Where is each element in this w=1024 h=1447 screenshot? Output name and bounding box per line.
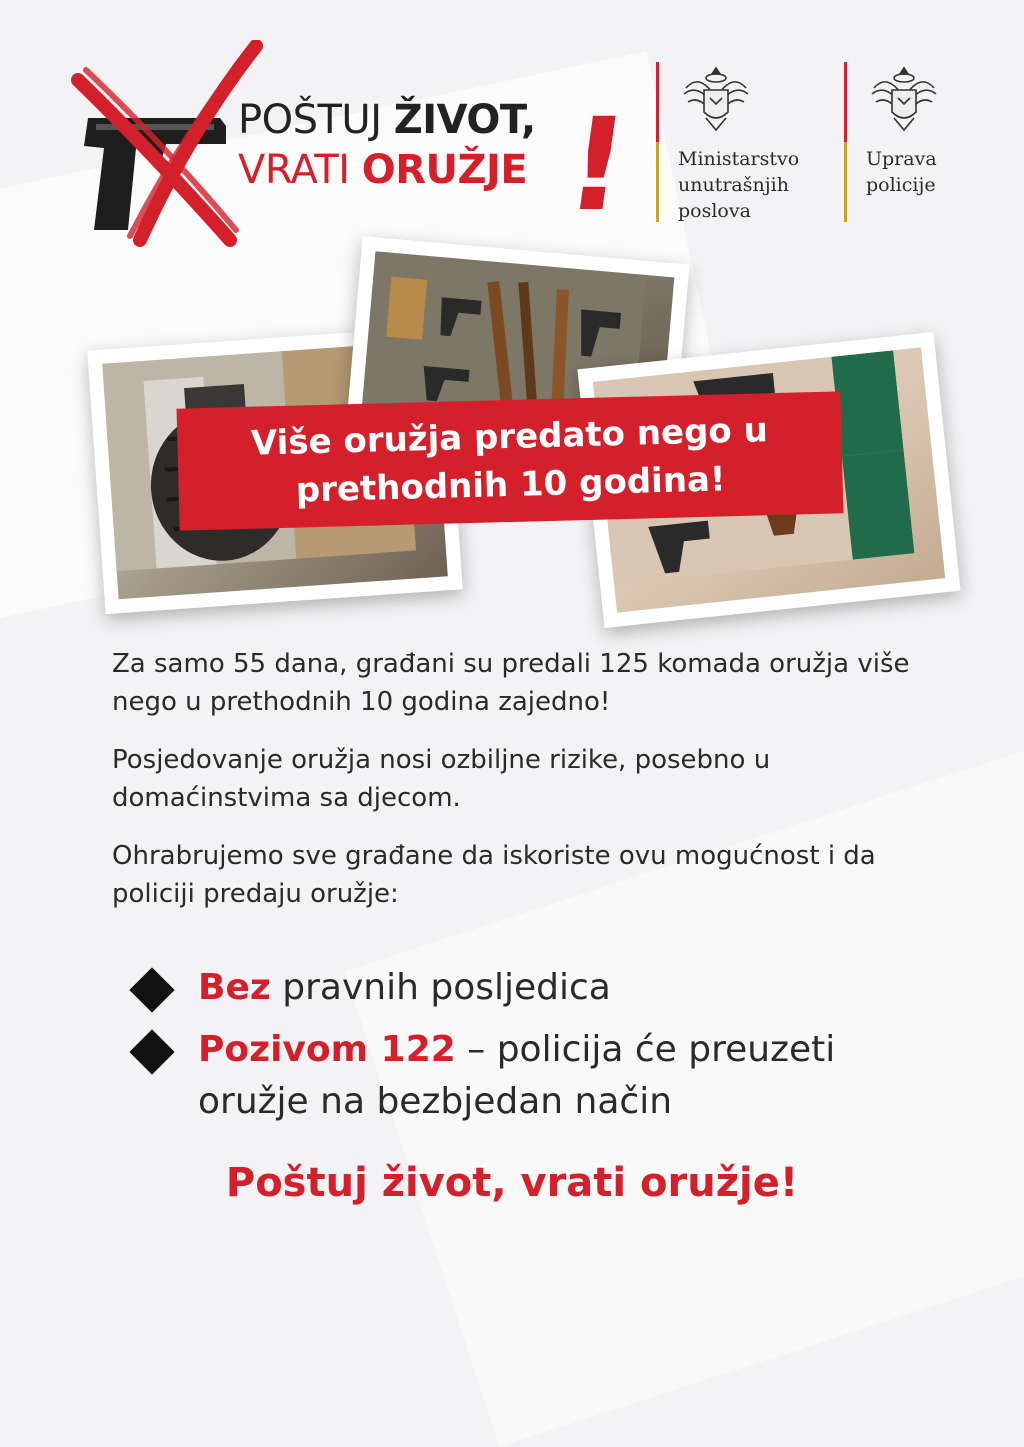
institution-name <box>866 146 937 198</box>
institution-name-line: Ministarstvo <box>678 148 800 170</box>
campaign-logo <box>70 40 637 250</box>
bullet-highlight: Bez <box>198 967 271 1008</box>
institution-name-line: poslova <box>678 200 751 222</box>
bullet-item <box>128 962 948 1014</box>
bullet-text: pravnih posljedica <box>270 967 611 1008</box>
institution-name-line: Uprava <box>866 148 937 170</box>
exclamation-mark: ! <box>557 91 637 240</box>
slogan-word-bold: ORUŽJE <box>361 147 528 193</box>
paragraph: Posjedovanje oružja nosi ozbiljne rizike, posebno u domaćinstvima sa djecom. <box>112 745 771 813</box>
divider-bar <box>656 62 659 222</box>
montenegro-coat-of-arms-icon <box>866 64 942 136</box>
headline-line: Više oružja predato nego u <box>250 410 769 464</box>
closing-slogan: Poštuj život, vrati oružje! <box>225 1160 799 1206</box>
slogan-word: VRATI <box>238 147 350 193</box>
body-copy <box>112 645 932 933</box>
paragraph: Za samo 55 dana, građani su predali 125 komada oružja više nego u prethodnih 10 godina zajedno! <box>112 649 910 717</box>
slogan-line-2 <box>238 147 536 193</box>
campaign-slogan <box>238 97 536 193</box>
institution-name-line: unutrašnjih <box>678 174 789 196</box>
bullet-text: – policija će preuzeti oružje na bezbjedan način <box>198 1029 836 1122</box>
montenegro-coat-of-arms-icon <box>678 64 754 136</box>
institution-name-line: policije <box>866 174 936 196</box>
paragraph: Ohrabrujemo sve građane da iskoriste ovu mogućnost i da policiji predaju oružje: <box>112 841 876 909</box>
headline-banner <box>177 391 844 530</box>
institution-name <box>678 146 799 224</box>
bullet-highlight: Pozivom 122 <box>198 1029 456 1070</box>
slogan-word: POŠTUJ <box>238 97 382 143</box>
diamond-bullet-icon <box>129 1029 174 1074</box>
bullet-list <box>128 962 948 1138</box>
diamond-bullet-icon <box>129 967 174 1012</box>
slogan-line-1 <box>238 97 536 143</box>
divider-bar <box>844 62 847 222</box>
headline-text <box>189 405 831 518</box>
headline-line: prethodnih 10 godina! <box>295 459 726 511</box>
bullet-item <box>128 1024 948 1128</box>
slogan-word-bold: ŽIVOT, <box>393 97 536 143</box>
